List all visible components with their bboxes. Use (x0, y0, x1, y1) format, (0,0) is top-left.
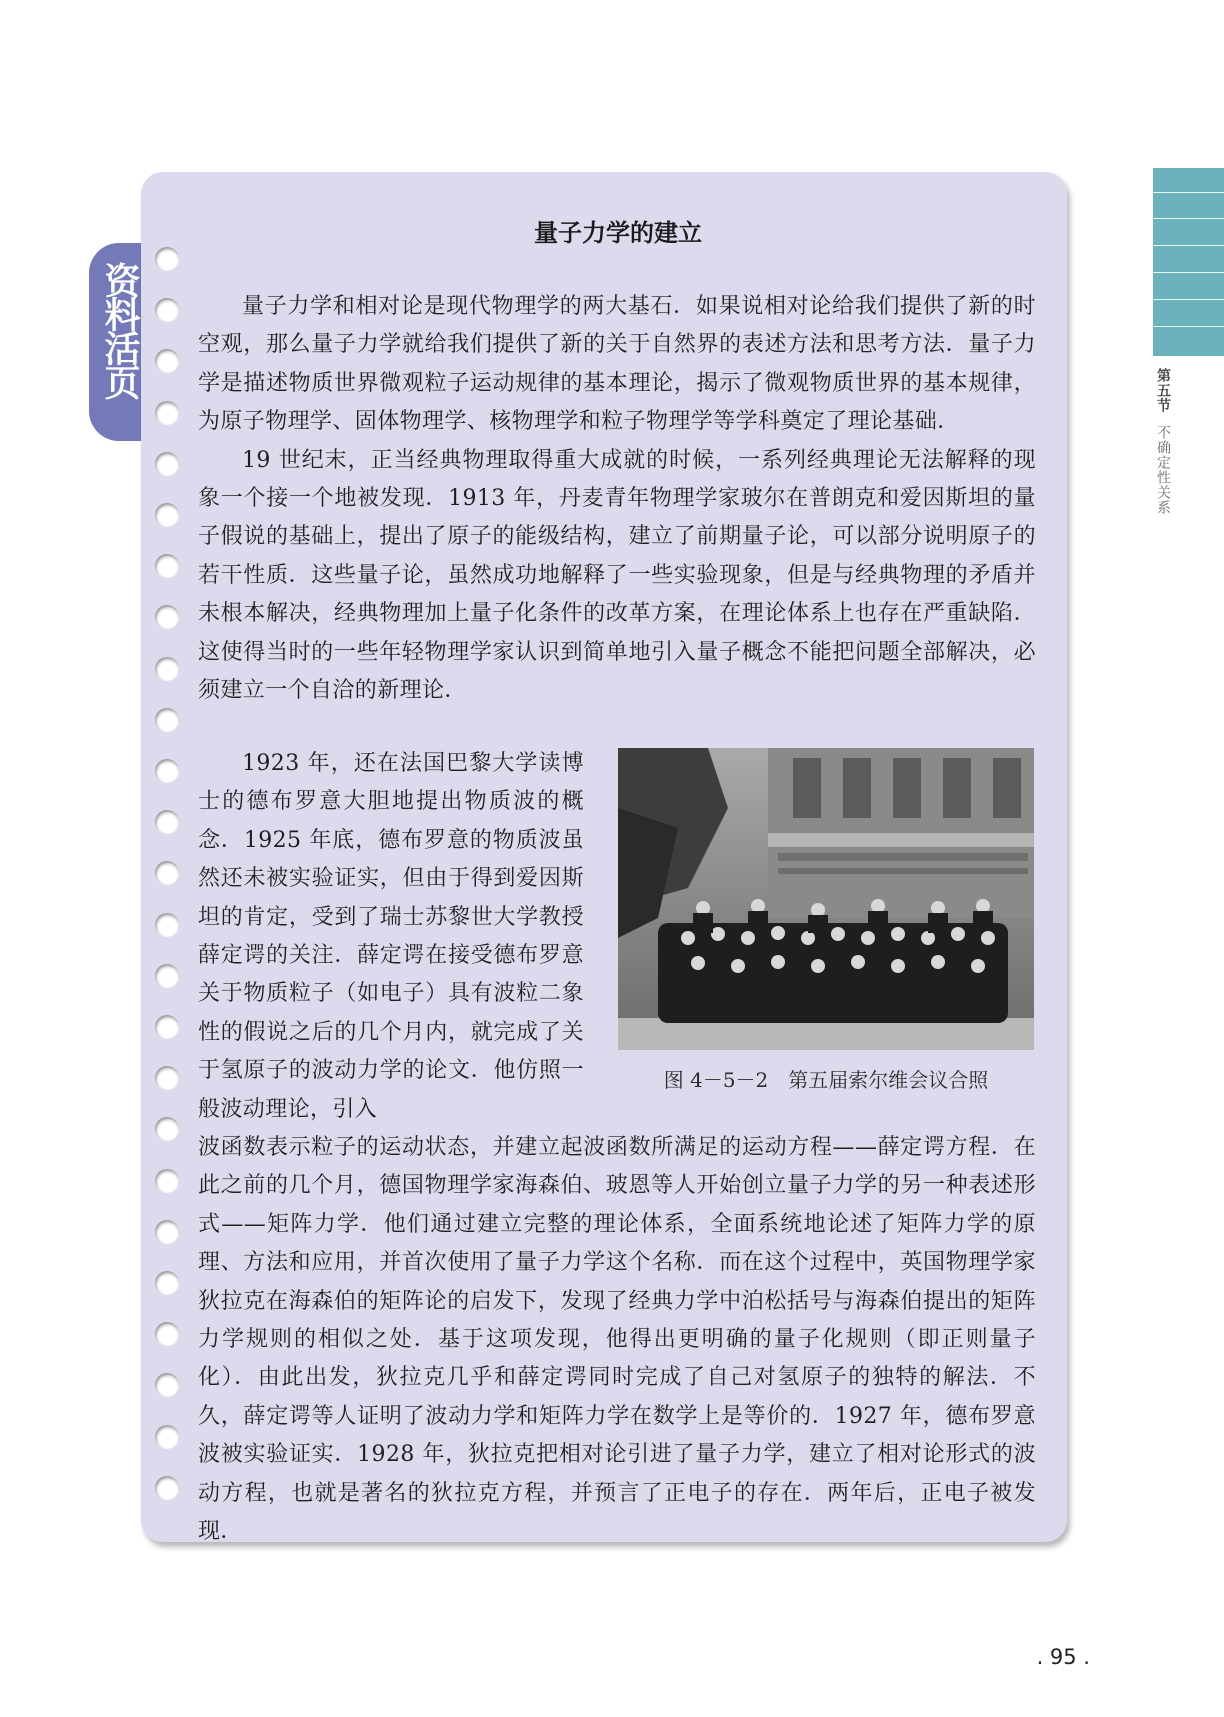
binder-hole (155, 1169, 179, 1193)
binder-hole (155, 759, 179, 783)
section-index-tab (1153, 168, 1224, 356)
binder-hole (155, 1271, 179, 1295)
binder-hole (155, 1066, 179, 1090)
top-paragraphs (198, 288, 1036, 710)
photo-image (618, 748, 1034, 1050)
binder-hole (155, 1015, 179, 1039)
binder-hole (155, 913, 179, 937)
section-heading (1147, 368, 1173, 515)
binder-hole (155, 708, 179, 732)
bottom-paragraph (198, 1129, 1036, 1551)
section-number: 第五节 (1155, 368, 1171, 413)
binder-hole (155, 1322, 179, 1346)
binder-hole (155, 247, 179, 271)
binder-hole (155, 401, 179, 425)
solvay-conference-photo (618, 748, 1034, 1050)
figure-caption: 图 4－5－2 第五届索尔维会议合照 (663, 1068, 989, 1092)
binder-hole (155, 964, 179, 988)
binder-hole (155, 810, 179, 834)
wrapped-paragraph (198, 745, 584, 1129)
binder-hole (155, 657, 179, 681)
paragraph: 19 世纪末，正当经典物理取得重大成就的时候，一系列经典理论无法解释的现象一个接一个地被发现．1913 年，丹麦青年物理学家玻尔在普朗克和爱因斯坦的量子假说的基础上，提出了原子的能级结构，建立了前期量子论，可以部分说明原子的若干性质．这些量子论，虽然成功地解释了一些实验现象，但是与经典物理的矛盾并未根本解决，经典物理加上量子化条件的改革方案，在理论体系上也存在严重缺陷．这使得当时的一些年轻物理学家认识到简单地引入量子概念不能把问题全部解决，必须建立一个自洽的新理论． (198, 447, 1036, 704)
section-title: 不确定性关系 (1155, 425, 1171, 515)
paragraph: 波函数表示粒子的运动状态，并建立起波函数所满足的运动方程——薛定谔方程．在此之前的几个月，德国物理学家海森伯、玻恩等人开始创立量子力学的另一种表述形式——矩阵力学．他们通过建立完整的理论体系，全面系统地论述了矩阵力学的原理、方法和应用，并首次使用了量子力学这个名称．而在这个过程中，英国物理学家狄拉克在海森伯的矩阵论的启发下，发现了经典力学中泊松括号与海森伯提出的矩阵力学规则的相似之处．基于这项发现，他得出更明确的量子化规则（即正则量子化）．由此出发，狄拉克几乎和薛定谔同时完成了自己对氢原子的独特的解法．不久，薛定谔等人证明了波动力学和矩阵力学在数学上是等价的．1927 年，德布罗意波被实验证实．1928 年，狄拉克把相对论引进了量子力学，建立了相对论形式的波动方程，也就是著名的狄拉克方程，并预言了正电子的存在．两年后，正电子被发现． (198, 1135, 1036, 1545)
binder-hole (155, 1476, 179, 1500)
binder-hole (155, 503, 179, 527)
tab-label: 资料活页 (99, 262, 140, 398)
binder-hole (155, 1220, 179, 1244)
binder-hole (155, 1425, 179, 1449)
binder-hole (155, 298, 179, 322)
binder-hole (155, 554, 179, 578)
paragraph: 量子力学和相对论是现代物理学的两大基石．如果说相对论给我们提供了新的时空观，那么量子力学就给我们提供了新的关于自然界的表述方法和思考方法．量子力学是描述物质世界微观粒子运动规律的基本理论，揭示了微观物质世界的基本规律，为原子物理学、固体物理学、核物理学和粒子物理学等学科奠定了理论基础． (198, 294, 1036, 435)
binder-hole (155, 452, 179, 476)
paragraph: 1923 年，还在法国巴黎大学读博士的德布罗意大胆地提出物质波的概念．1925 年底，德布罗意的物质波虽然还未被实验证实，但由于得到爱因斯坦的肯定，受到了瑞士苏黎世大学教授薛定谔的关注．薛定谔在接受德布罗意关于物质粒子（如电子）具有波粒二象性的假说之后的几个月内，就完成了关于氢原子的波动力学的论文．他仿照一般波动理论，引入 (198, 751, 584, 1122)
page-number: . 95 . (1036, 1645, 1090, 1669)
article-title: 量子力学的建立 (534, 219, 702, 247)
